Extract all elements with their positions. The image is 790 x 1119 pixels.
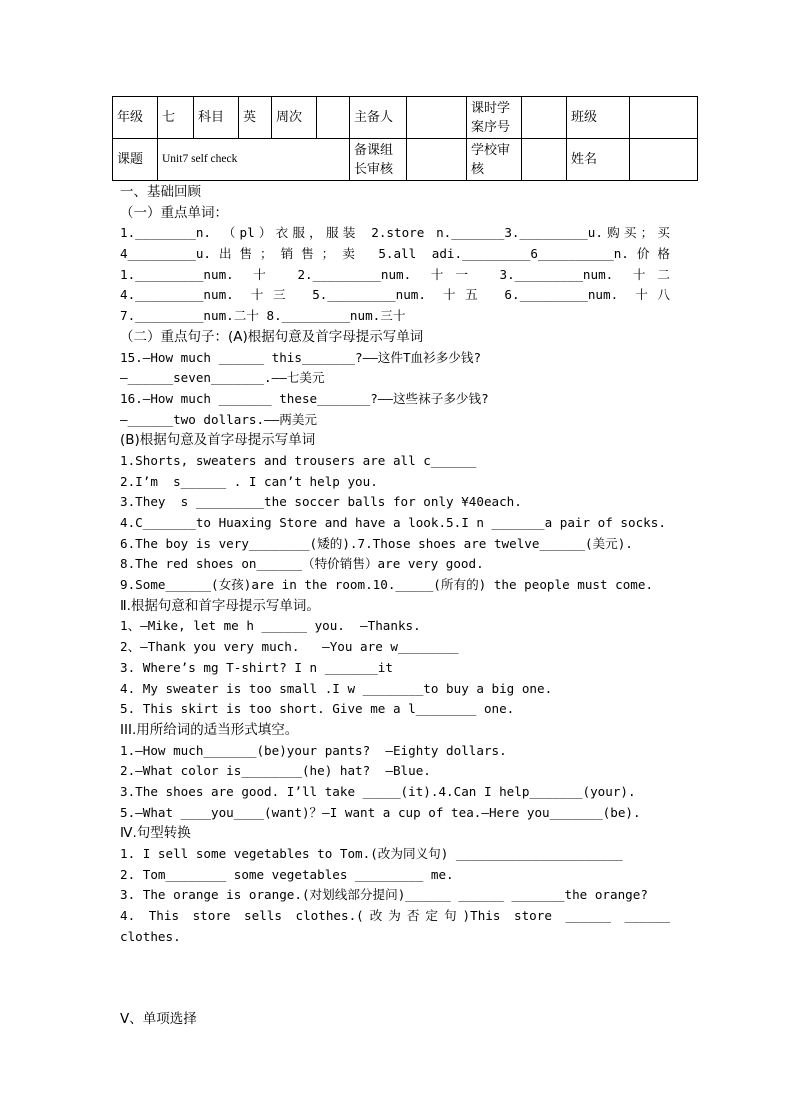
exercise-line: 1.—How much_______(be)your pants? —Eighty dollars. (120, 742, 507, 758)
section-heading: （二）重点句子：(A)根据句意及首字母提示写单词 (120, 328, 424, 345)
exercise-line: 2. Tom________ some vegetables _________ me. (120, 866, 454, 882)
exercise-line: 8.The red shoes on______（特价销售）are very good. (120, 556, 484, 572)
name-label: 姓名 (567, 139, 630, 181)
header-table (112, 96, 698, 181)
exercise-line: 1._________num. 十 2._________num. 十一 3._________num. 十二 (120, 266, 670, 282)
section-heading: Ⅱ.根据句意和首字母提示写单词。 (120, 597, 320, 614)
exercise-line: 9.Some______(女孩)are in the room.10._____(所有的) the people must come. (120, 577, 654, 593)
exercise-line: 2.I’m s______ . I can’t help you. (120, 473, 378, 489)
week-label: 周次 (272, 97, 317, 139)
section-heading: III.用所给词的适当形式填空。 (120, 721, 299, 738)
section-heading: （一）重点单词： (120, 204, 228, 221)
topic-value: Unit7 self check (158, 139, 350, 181)
class-label: 班级 (567, 97, 630, 139)
exercise-line: 1. I sell some vegetables to Tom.(改为同义句) ______________________ (120, 846, 623, 861)
exercise-line: 15.—How much ______ this_______?——这件T血衫多少钱? (120, 349, 482, 365)
exercise-line: 4. This store sells clothes.(改为否定句)This store ______ ______ (120, 908, 670, 924)
group-review-label: 备课组长审核 (350, 139, 407, 181)
exercise-line: —______two dollars.——两美元 (120, 411, 318, 427)
exercise-line: 3. Where’s mg T-shirt? I n _______it (120, 659, 393, 675)
grade-value: 七 (158, 97, 194, 139)
lesson-number-label: 课时学案序号 (467, 97, 522, 139)
exercise-line: 2、—Thank you very much. —You are w________ (120, 639, 459, 655)
exercise-line: 6.The boy is very________(矮的).7.Those shoes are twelve______(美元). (120, 535, 633, 551)
header-row-2 (113, 139, 698, 181)
header-row-1 (113, 97, 698, 139)
class-value (630, 97, 698, 139)
exercise-line: 1、—Mike, let me h ______ you. —Thanks. (120, 618, 421, 634)
exercise-line: 3.The shoes are good. I’ll take _____(it).4.Can I help_______(your). (120, 783, 636, 799)
exercise-line: 5.—What ____you____(want)？—I want a cup of tea.—Here you_______(be). (120, 804, 641, 820)
spacer (120, 947, 670, 1009)
lesson-number-value (522, 97, 567, 139)
exercise-line: 7._________num.二十 8._________num.三十 (120, 308, 406, 324)
exercise-line: 1.________n. （pl）衣服，服装 2.store n._______3._________u.购买；买 (120, 225, 670, 241)
exercise-line: clothes. (120, 928, 181, 944)
week-value (317, 97, 350, 139)
exercise-line: 5. This skirt is too short. Give me a l________ one. (120, 701, 515, 717)
preparer-value (407, 97, 467, 139)
subject-label: 科目 (194, 97, 239, 139)
group-review-value (407, 139, 467, 181)
topic-label: 课题 (113, 139, 158, 181)
exercise-line: 3.They s _________the soccer balls for only ¥40each. (120, 494, 522, 510)
exercise-line: 4. My sweater is too small .I w ________to buy a big one. (120, 680, 553, 696)
exercise-line: 4_________u.出售；销售；卖 5.all adi._________6__________n.价格 (120, 246, 670, 262)
exercise-line: 1.Shorts, sweaters and trousers are all c______ (120, 452, 477, 468)
exercise-line: 16.—How much _______ these_______?——这些袜子多少钱? (120, 390, 489, 406)
name-value (630, 139, 698, 181)
school-review-label: 学校审核 (467, 139, 522, 181)
exercise-line: —______seven_______.——七美元 (120, 370, 325, 386)
exercise-line: 3. The orange is orange.(对划线部分提问)______ ______ _______the orange? (120, 887, 648, 903)
section-heading: (B)根据句意及首字母提示写单词 (120, 432, 316, 449)
exercise-line: 2.—What color is________(he) hat? —Blue. (120, 763, 431, 779)
worksheet-body (120, 182, 670, 1030)
subject-value: 英 (239, 97, 272, 139)
preparer-label: 主备人 (350, 97, 407, 139)
section-heading: 一、基础回顾 (120, 184, 201, 200)
school-review-value (522, 139, 567, 181)
exercise-lines (120, 182, 670, 947)
section-title-multiple-choice: Ⅴ、单项选择 (120, 1011, 197, 1028)
exercise-line: 4.C_______to Huaxing Store and have a look.5.I n _______a pair of socks. (120, 515, 666, 530)
grade-label: 年级 (113, 97, 158, 139)
section-heading: Ⅳ.句型转换 (120, 825, 191, 842)
exercise-line: 4._________num. 十三 5._________num. 十五 6._________num. 十八 (120, 287, 670, 303)
